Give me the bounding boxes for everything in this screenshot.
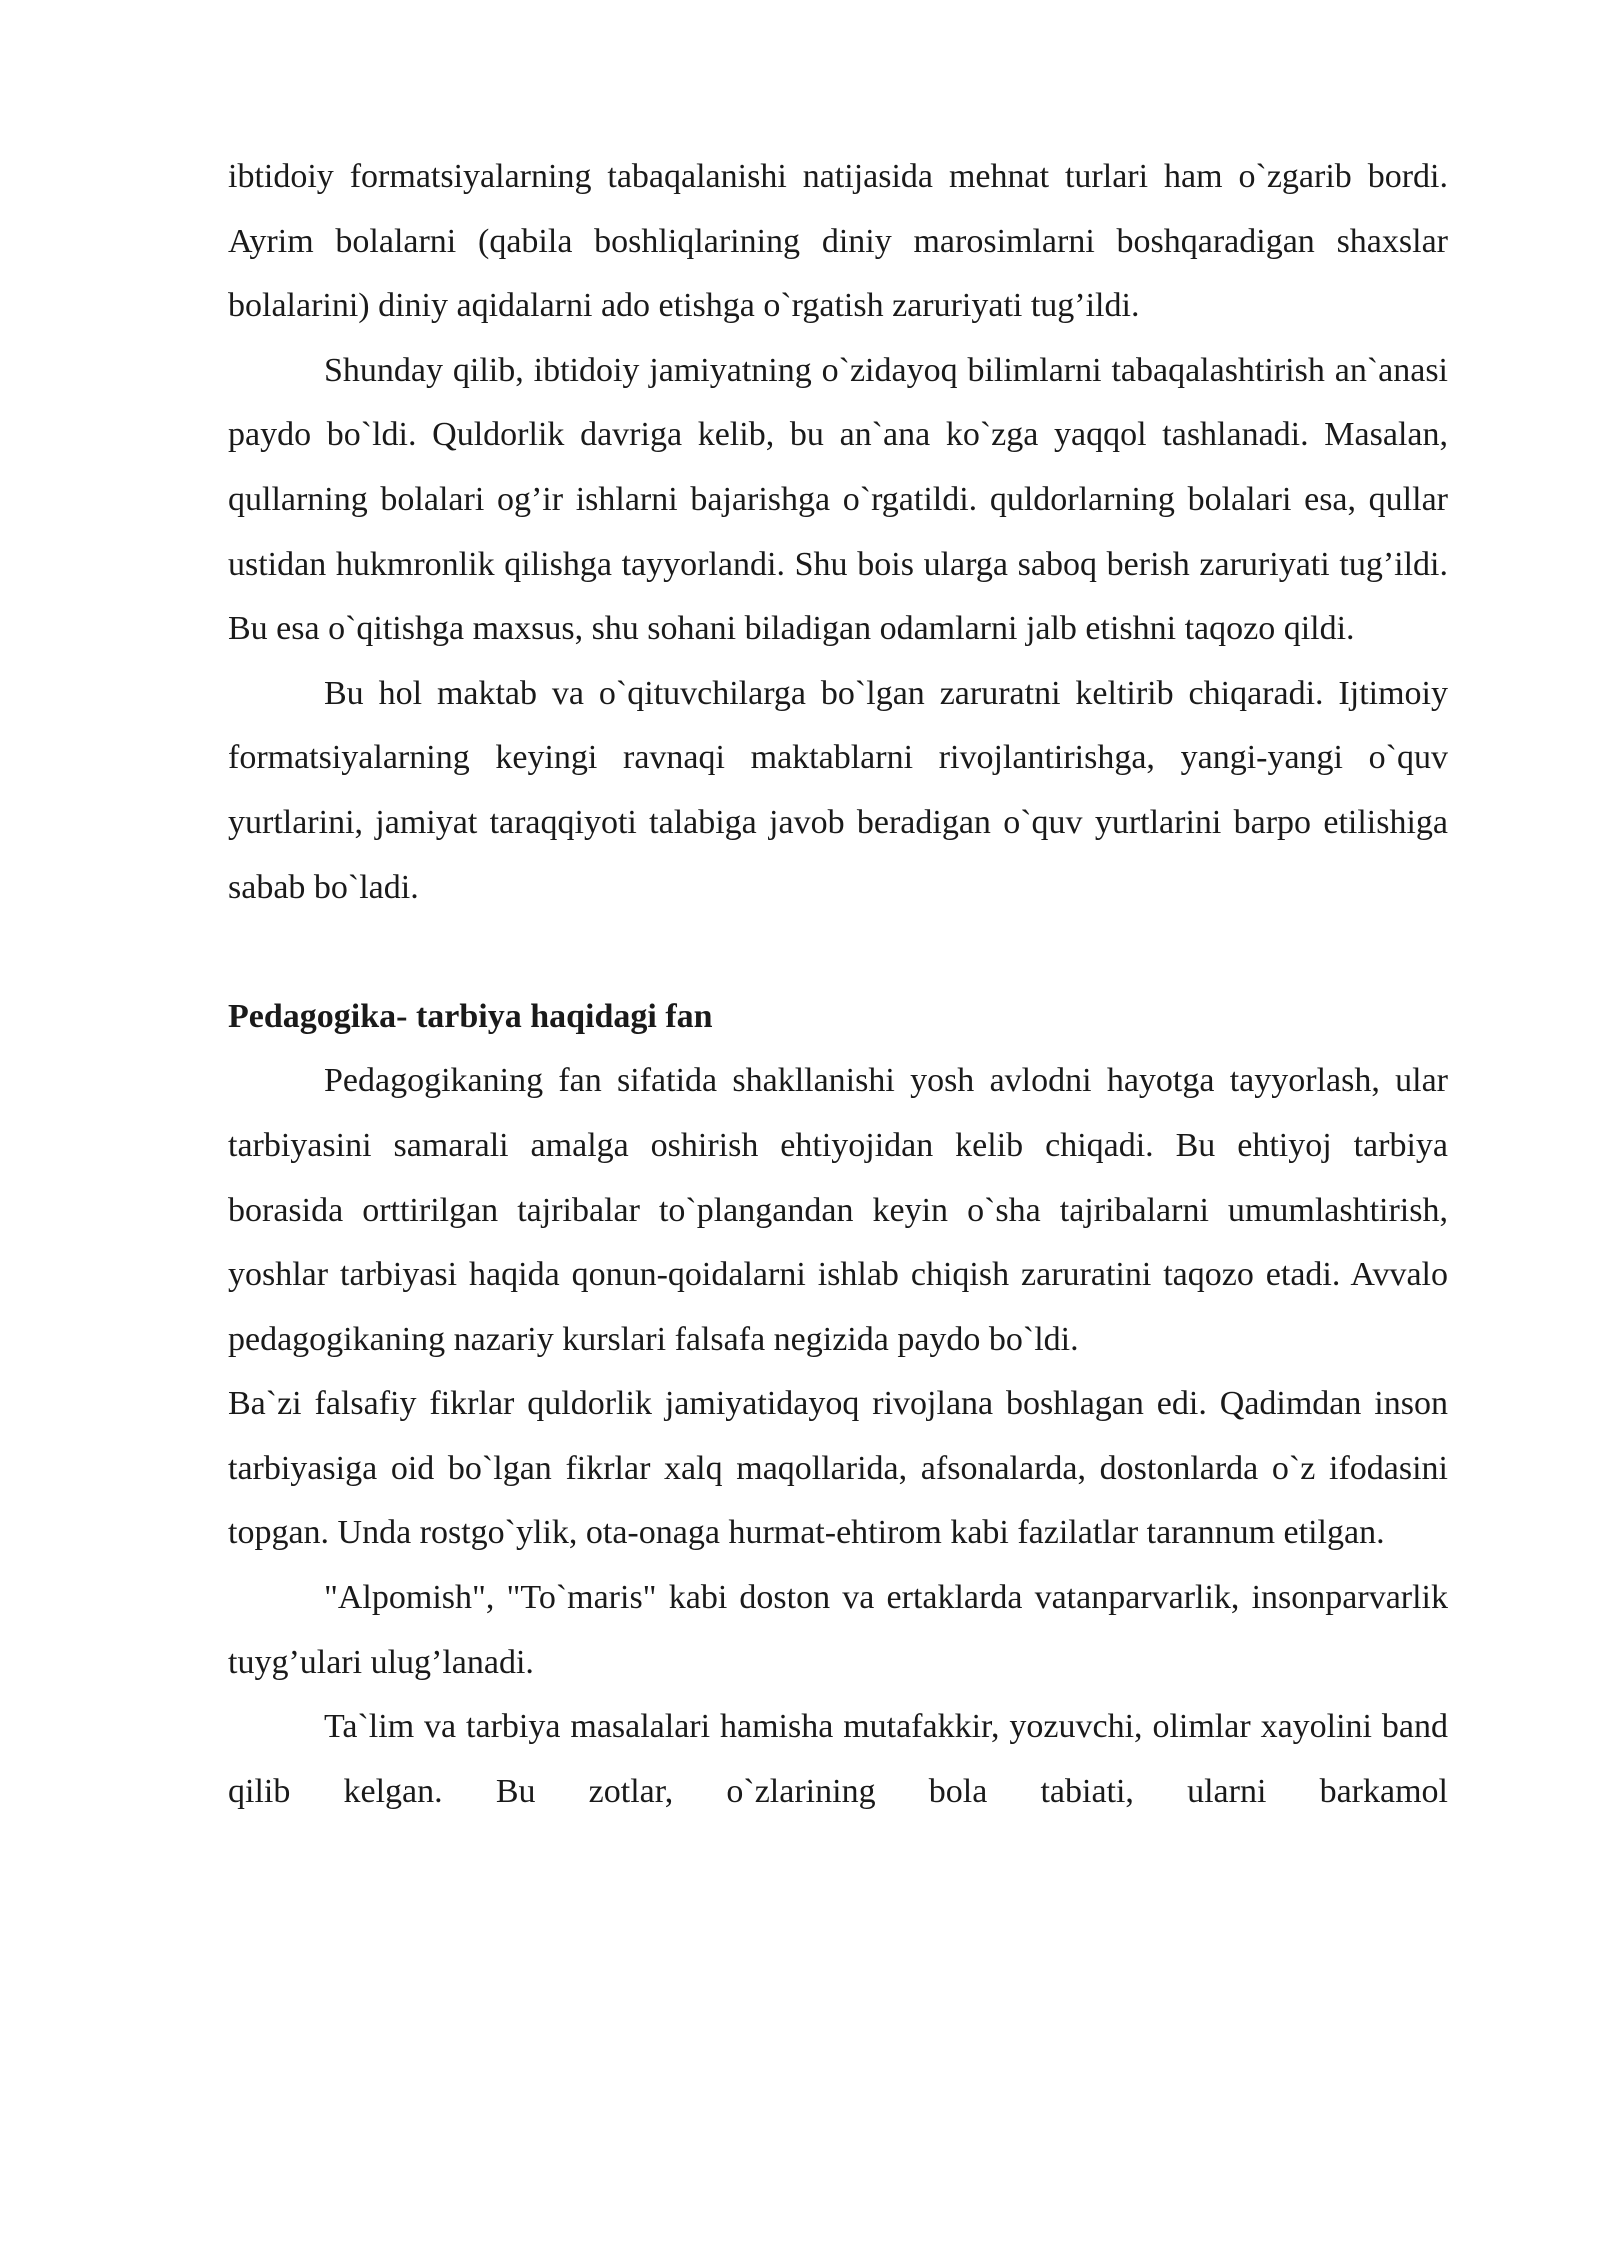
paragraph: Ba`zi falsafiy fikrlar quldorlik jamiyatidayoq rivojlana boshlagan edi. Qadimdan inson tarbiyasiga oid bo`lgan fikrlar xalq maqollarida, afsonalarda, dostonlarda o`z ifodasini topgan. Unda rostgo`ylik, ota-onaga hurmat-ehtirom kabi fazilatlar tarannum etilgan. xyxy=(228,1385,1448,1552)
section-heading: Pedagogika- tarbiya haqidagi fan xyxy=(228,997,713,1035)
paragraph: ibtidoiy formatsiyalarning tabaqalanishi natijasida mehnat turlari ham o`zgarib bordi. Ayrim bolalarni (qabila boshliqlarining diniy marosimlarni boshqaradigan shaxslar bolalarini) diniy aqidalarni ado etishga o`rgatish zaruriyati tug’ildi. xyxy=(228,158,1448,325)
paragraph: Pedagogikaning fan sifatida shakllanishi yosh avlodni hayotga tayyorlash, ular tarbiyasini samarali amalga oshirish ehtiyojidan kelib chiqadi. Bu ehtiyoj tarbiya borasida orttirilgan tajribalar to`plangandan keyin o`sha tajribalarni umumlashtirish, yoshlar tarbiyasi haqida qonun-qoidalarni ishlab chiqish zaruratini taqozo etadi. Avvalo pedagogikaning nazariy kurslari falsafa negizida paydo bo`ldi. xyxy=(228,1062,1448,1358)
paragraph: Shunday qilib, ibtidoiy jamiyatning o`zidayoq bilimlarni tabaqalashtirish an`anasi paydo bo`ldi. Quldorlik davriga kelib, bu an`ana ko`zga yaqqol tashlanadi. Masalan, qullarning bolalari og’ir ishlarni bajarishga o`rgatildi. quldorlarning bolalari esa, qullar ustidan hukmronlik qilishga tayyorlandi. Shu bois ularga saboq berish zaruriyati tug’ildi. Bu esa o`qitishga maxsus, shu sohani biladigan odamlarni jalb etishni taqozo qildi. xyxy=(228,351,1448,648)
paragraph: Bu hol maktab va o`qituvchilarga bo`lgan zaruratni keltirib chiqaradi. Ijtimoiy formatsiyalarning keyingi ravnaqi maktablarni rivojlantirishga, yangi-yangi o`quv yurtlarini, jamiyat taraqqiyoti talabiga javob beradigan o`quv yurtlarini barpo etilishiga sabab bo`ladi. xyxy=(228,674,1448,906)
paragraph-last: Ta`lim va tarbiya masalalari hamisha mutafakkir, yozuvchi, olimlar xayolini band qilib kelgan. Bu zotlar, o`zlarining bola tabiati, ularni barkamol xyxy=(228,1708,1448,1810)
paragraph: "Alpomish", "To`maris" kabi doston va ertaklarda vatanparvarlik, insonparvarlik tuyg’ulari ulug’lanadi. xyxy=(228,1579,1448,1681)
section-gap xyxy=(228,920,1448,985)
document-page xyxy=(228,145,1448,1824)
